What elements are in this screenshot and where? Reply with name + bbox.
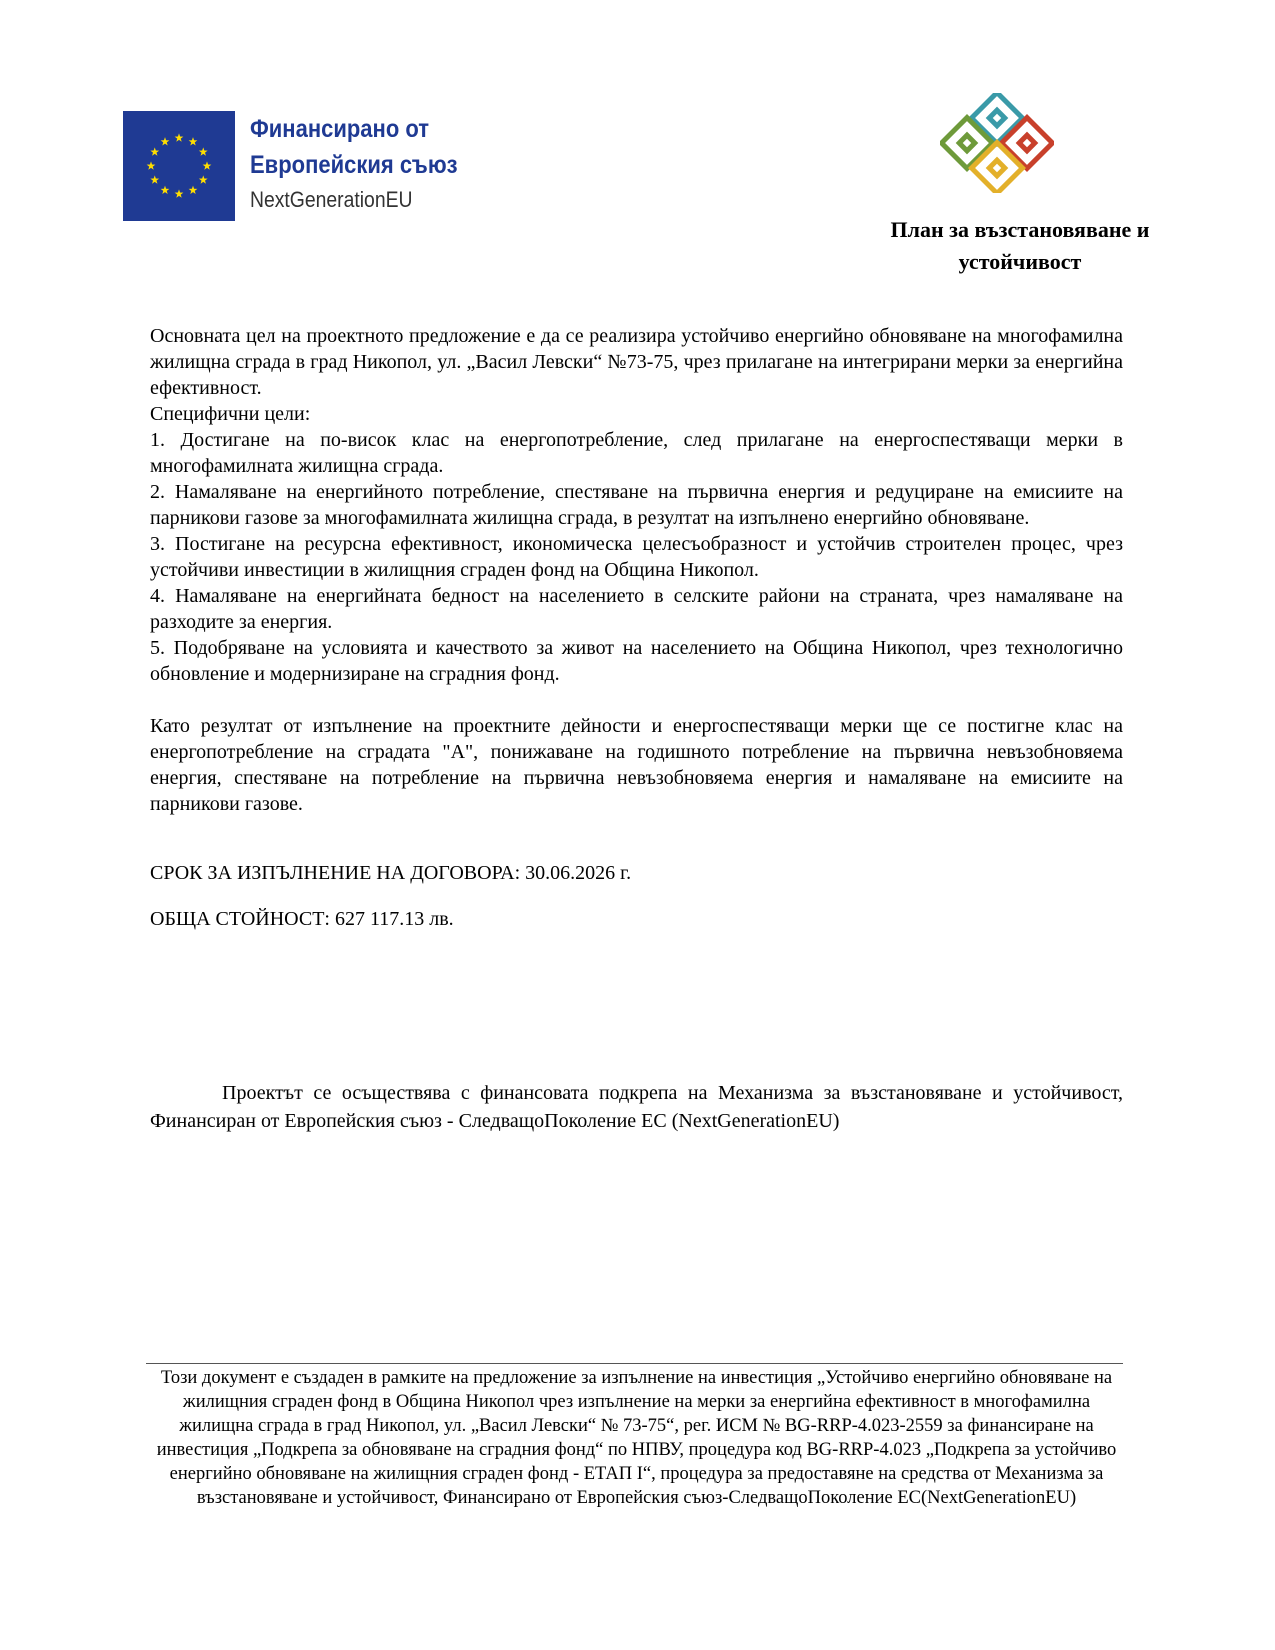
goal-item: 4. Намаляване на енергийната бедност на населението в селските райони на страната, чрез намаляване на разходите за енергия. — [150, 585, 1123, 633]
eu-logo-text — [250, 111, 490, 217]
goal-item: 3. Постигане на ресурсна ефективност, икономическа целесъобразност и устойчив строителен процес, чрез устойчиви инвестиции в жилищния сграден фонд на Община Никопол. — [150, 533, 1123, 581]
eu-flag-icon — [123, 111, 235, 221]
eu-star-icon — [189, 137, 198, 145]
footer-note: Този документ е създаден в рамките на предложение за изпълнение на инвестиция „Устойчиво енергийно обновяване на жилищния сграден фонд в Община Никопол чрез изпълнение на мерки за енергийна ефективност в многофамилна жилищна сграда в град Никопол, ул. „Васил Левски“ № 73-75“, рег. ИСМ № BG-RRP-4.023-2559 за финансиране на инвестиция „Подкрепа за обновяване на сградния фонд“ по НПВУ, процедура код BG-RRP-4.023 „Подкрепа за устойчиво енергийно обновяване на жилищния сграден фонд - ЕТАП I“, процедура за предоставяне на средства от Механизма за възстановяване и устойчивост, Финансирано от Европейския съюз-СледващоПоколение ЕС(NextGenerationEU) — [156, 1368, 1117, 1508]
eu-logo-line-2: Европейския съюз — [250, 151, 458, 179]
plan-title-line-1: План за възстановяване и — [890, 217, 1150, 242]
eu-star-icon — [150, 175, 159, 183]
eu-star-icon — [161, 137, 170, 145]
plan-title — [840, 214, 1200, 278]
eu-star-icon — [199, 175, 208, 183]
goal-item: 5. Подобряване на условията и качеството за живот на населението на Община Никопол, чрез технологично обновление и модернизиране на сградния фонд. — [150, 637, 1123, 685]
eu-star-icon — [150, 147, 159, 155]
paragraph-spacer — [150, 687, 1123, 713]
total-value: ОБЩА СТОЙНОСТ: 627 117.13 лв. — [150, 908, 454, 930]
intro-paragraph: Основната цел на проектното предложение е да се реализира устойчиво енергийно обновяване на многофамилна жилищна сграда в град Никопол, ул. „Васил Левски“ №73-75, чрез прилагане на интегрирани мерки за енергийна ефективност. — [150, 325, 1123, 399]
eu-star-icon — [161, 186, 170, 194]
recovery-plan-logo-icon — [940, 93, 1054, 193]
goal-item: 1. Достигане на по-висок клас на енергопотребление, след прилагане на енергоспестяващи мерки в многофамилната жилищна сграда. — [150, 429, 1123, 477]
footer-divider — [146, 1363, 1123, 1364]
contract-deadline: СРОК ЗА ИЗПЪЛНЕНИЕ НА ДОГОВОРА: 30.06.2026 г. — [150, 862, 632, 884]
funding-statement: Проектът се осъществява с финансовата подкрепа на Механизма за възстановяване и устойчивост, Финансиран от Европейския съюз - СледващоПоколение ЕС (NextGenerationEU) — [150, 1082, 1123, 1132]
result-paragraph: Като резултат от изпълнение на проектните дейности и енергоспестяващи мерки ще се постигне клас на енергопотребление на сградата "А", понижаване на годишното потребление на първична невъзобновяема енергия, спестяване на потребление на първична невъзобновяема енергия и намаляване на емисиите на парникови газове. — [150, 715, 1123, 815]
eu-funding-logo — [123, 111, 483, 221]
eu-logo-line-1: Финансирано от — [250, 115, 430, 143]
plan-title-line-2: устойчивост — [958, 249, 1082, 274]
eu-star-icon — [175, 133, 184, 141]
goal-item: 2. Намаляване на енергийното потребление, спестяване на първична енергия и редуциране на емисиите на парникови газове за многофамилната жилищна сграда, в резултат на изпълнено енергийно обновяване. — [150, 481, 1123, 529]
eu-star-icon — [203, 161, 212, 169]
eu-star-icon — [147, 161, 156, 169]
eu-logo-line-3: NextGenerationEU — [250, 187, 413, 212]
project-description — [150, 323, 1123, 817]
eu-stars-icon — [123, 111, 235, 221]
eu-star-icon — [199, 147, 208, 155]
eu-star-icon — [175, 189, 184, 197]
specific-goals-heading: Специфични цели: — [150, 403, 311, 425]
eu-star-icon — [189, 186, 198, 194]
